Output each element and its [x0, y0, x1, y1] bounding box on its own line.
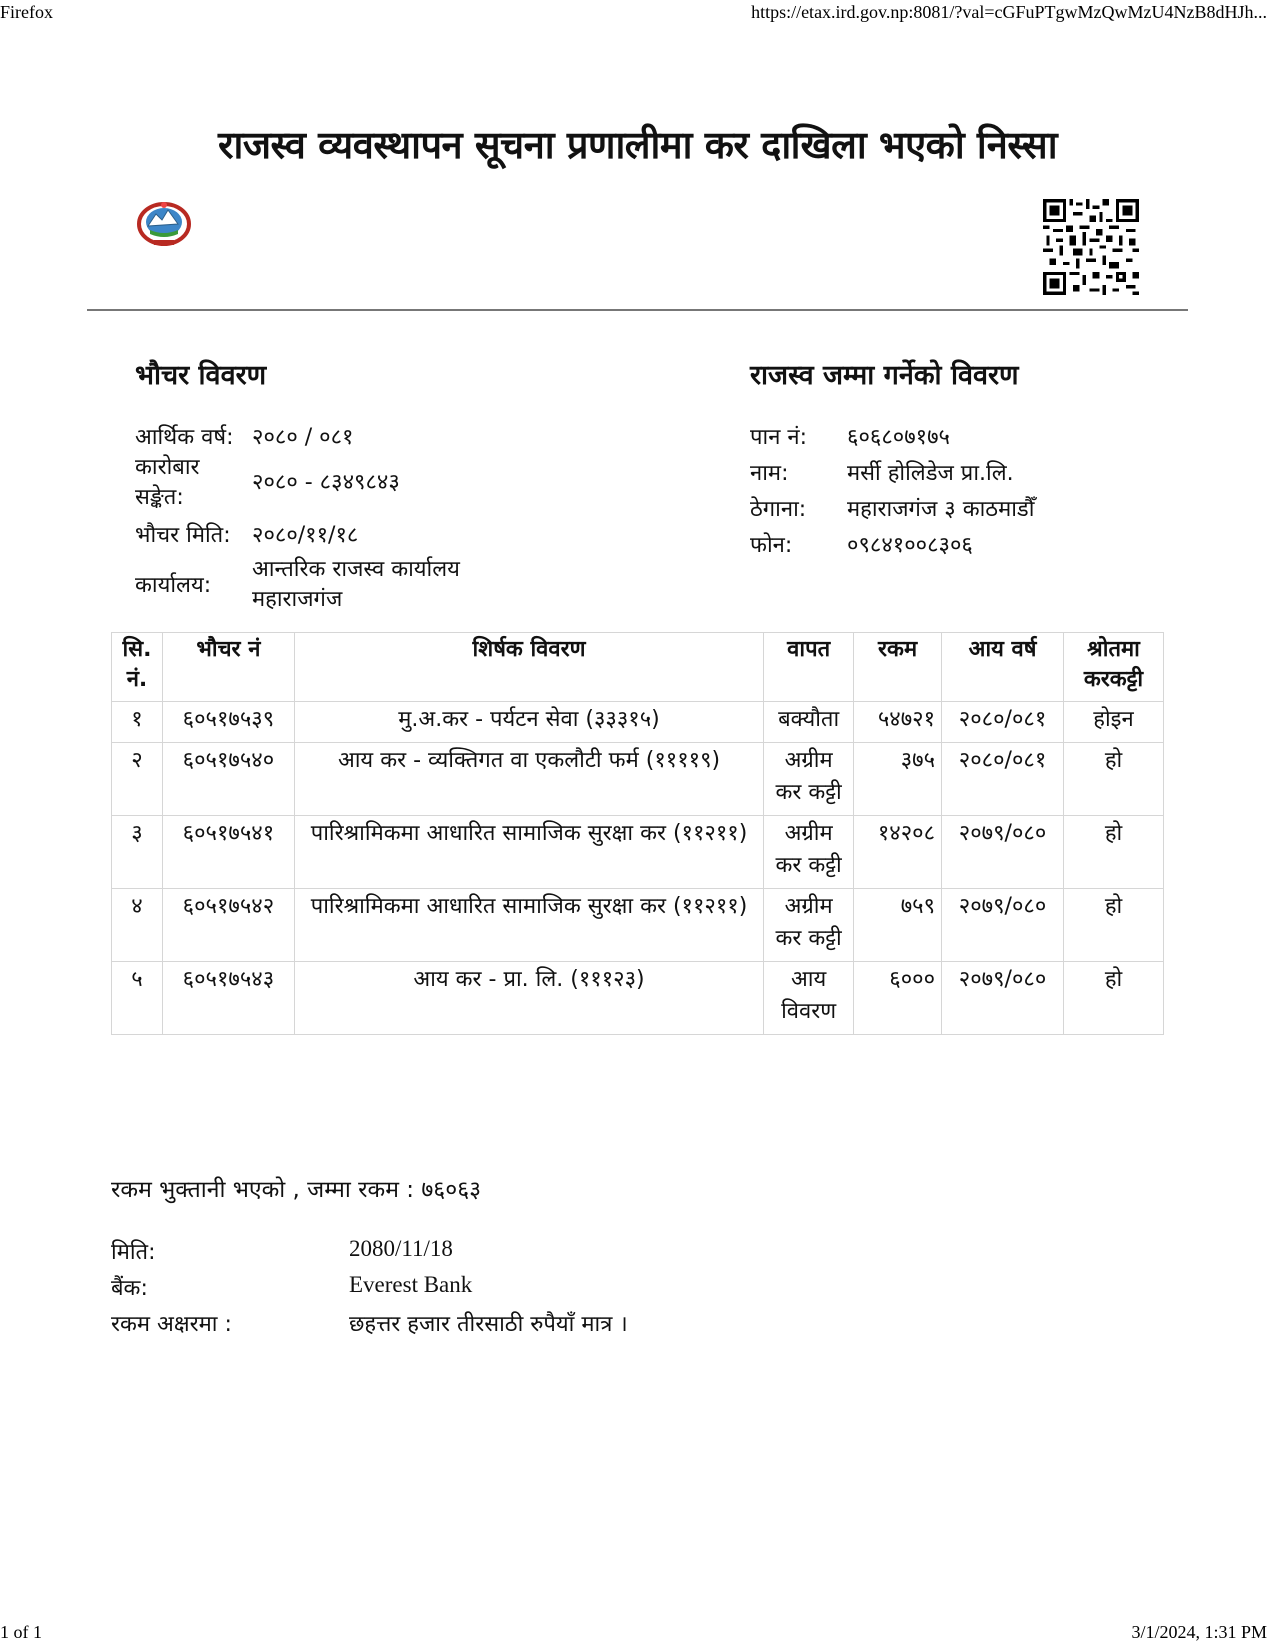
cell-type: आय विवरण — [764, 962, 854, 1035]
cell-tds: होइन — [1064, 702, 1164, 743]
print-datetime: 3/1/2024, 1:31 PM — [1131, 1622, 1267, 1642]
cell-amount: ५४७२१ — [854, 702, 942, 743]
cell-title: पारिश्रामिकमा आधारित सामाजिक सुरक्षा कर (११२११) — [294, 889, 763, 962]
txn-code-value: २०८० - ८३४९८४३ — [252, 470, 400, 495]
cell-type: अग्रीम कर कट्टी — [764, 816, 854, 889]
col-header-sn: सि. नं. — [112, 633, 163, 702]
address-label: ठेगाना: — [750, 497, 807, 522]
voucher-date-label: भौचर मिति: — [135, 523, 231, 548]
cell-tds: हो — [1064, 962, 1164, 1035]
office-value-line2: महाराजगंज — [252, 587, 343, 612]
cell-title: पारिश्रामिकमा आधारित सामाजिक सुरक्षा कर (११२११) — [294, 816, 763, 889]
table-row — [112, 889, 1164, 962]
cell-type: अग्रीम कर कट्टी — [764, 743, 854, 816]
table-row — [112, 702, 1164, 743]
print-footer — [0, 1622, 1275, 1644]
cell-amount: ३७५ — [854, 743, 942, 816]
header-divider — [87, 309, 1188, 311]
cell-title: मु.अ.कर - पर्यटन सेवा (३३३१५) — [294, 702, 763, 743]
bank-value: Everest Bank — [349, 1272, 473, 1297]
txn-code-label-line1: कारोबार — [135, 455, 200, 480]
cell-voucher-no: ६०५१७५४२ — [162, 889, 294, 962]
cell-sn: १ — [112, 702, 163, 743]
name-label: नाम: — [750, 461, 789, 486]
cell-voucher-no: ६०५१७५४१ — [162, 816, 294, 889]
cell-sn: ३ — [112, 816, 163, 889]
cell-amount: १४२०८ — [854, 816, 942, 889]
cell-income-year: २०७९/०८० — [942, 962, 1064, 1035]
cell-tds: हो — [1064, 889, 1164, 962]
print-header — [0, 2, 1275, 24]
office-value-line1: आन्तरिक राजस्व कार्यालय — [252, 557, 460, 582]
fiscal-year-label: आर्थिक वर्ष: — [135, 425, 234, 450]
page-count: 1 of 1 — [0, 1622, 42, 1642]
payment-date-label: मिति: — [111, 1240, 156, 1265]
cell-title: आय कर - व्यक्तिगत वा एकलौटी फर्म (११११९) — [294, 743, 763, 816]
txn-code-label-line2: सङ्केत: — [135, 485, 184, 510]
col-header-amount: रकम — [854, 633, 942, 702]
qr-code-icon — [1043, 199, 1139, 295]
pan-value: ६०६८०७१७५ — [847, 425, 950, 450]
cell-income-year: २०७९/०८० — [942, 816, 1064, 889]
cell-title: आय कर - प्रा. लि. (१११२३) — [294, 962, 763, 1035]
fiscal-year-value: २०८० / ०८१ — [252, 425, 354, 450]
cell-sn: ४ — [112, 889, 163, 962]
col-header-type: वापत — [764, 633, 854, 702]
office-label: कार्यालय: — [135, 573, 212, 598]
amount-words-value: छहत्तर हजार तीरसाठी रुपैयाँ मात्र । — [349, 1312, 628, 1337]
col-header-income-year: आय वर्ष — [942, 633, 1064, 702]
table-row — [112, 816, 1164, 889]
voucher-heading: भौचर विवरण — [135, 360, 267, 391]
cell-amount: ६००० — [854, 962, 942, 1035]
browser-name: Firefox — [0, 2, 53, 22]
cell-type: बक्यौता — [764, 702, 854, 743]
cell-amount: ७५९ — [854, 889, 942, 962]
cell-income-year: २०८०/०८१ — [942, 702, 1064, 743]
cell-income-year: २०७९/०८० — [942, 889, 1064, 962]
page-title: राजस्व व्यवस्थापन सूचना प्रणालीमा कर दाखिला भएको निस्सा — [217, 123, 1058, 167]
page-url: https://etax.ird.gov.np:8081/?val=cGFuPTgwMzQwMzU4NzB8dHJh... — [751, 2, 1267, 22]
nepal-emblem-icon — [136, 200, 192, 248]
voucher-table — [111, 632, 1164, 1035]
cell-sn: २ — [112, 743, 163, 816]
depositor-heading: राजस्व जम्मा गर्नेको विवरण — [750, 360, 1019, 391]
payment-date-value: 2080/11/18 — [349, 1236, 453, 1261]
cell-sn: ५ — [112, 962, 163, 1035]
voucher-details — [135, 423, 595, 613]
cell-voucher-no: ६०५१७५४० — [162, 743, 294, 816]
col-header-voucher-no: भौचर नं — [162, 633, 294, 702]
total-paid-line: रकम भुक्तानी भएको , जम्मा रकम : ७६०६३ — [111, 1177, 482, 1203]
address-value: महाराजगंज ३ काठमाडौँ — [847, 497, 1035, 522]
cell-income-year: २०८०/०८१ — [942, 743, 1064, 816]
bank-label: बैंक: — [111, 1276, 148, 1301]
cell-voucher-no: ६०५१७५४३ — [162, 962, 294, 1035]
name-value: मर्सी होलिडेज प्रा.लि. — [847, 461, 1014, 486]
phone-label: फोन: — [750, 533, 793, 558]
phone-value: ०९८४१००८३०६ — [847, 533, 973, 558]
cell-tds: हो — [1064, 743, 1164, 816]
table-header-row — [112, 633, 1164, 702]
table-row — [112, 743, 1164, 816]
pan-label: पान नं: — [750, 425, 808, 450]
voucher-date-value: २०८०/११/१८ — [252, 523, 359, 548]
amount-words-label: रकम अक्षरमा : — [111, 1312, 232, 1337]
cell-type: अग्रीम कर कट्टी — [764, 889, 854, 962]
table-row — [112, 962, 1164, 1035]
col-header-title: शिर्षक विवरण — [294, 633, 763, 702]
depositor-details — [750, 423, 1170, 558]
col-header-tds: श्रोतमा करकट्टी — [1064, 633, 1164, 702]
cell-tds: हो — [1064, 816, 1164, 889]
cell-voucher-no: ६०५१७५३९ — [162, 702, 294, 743]
